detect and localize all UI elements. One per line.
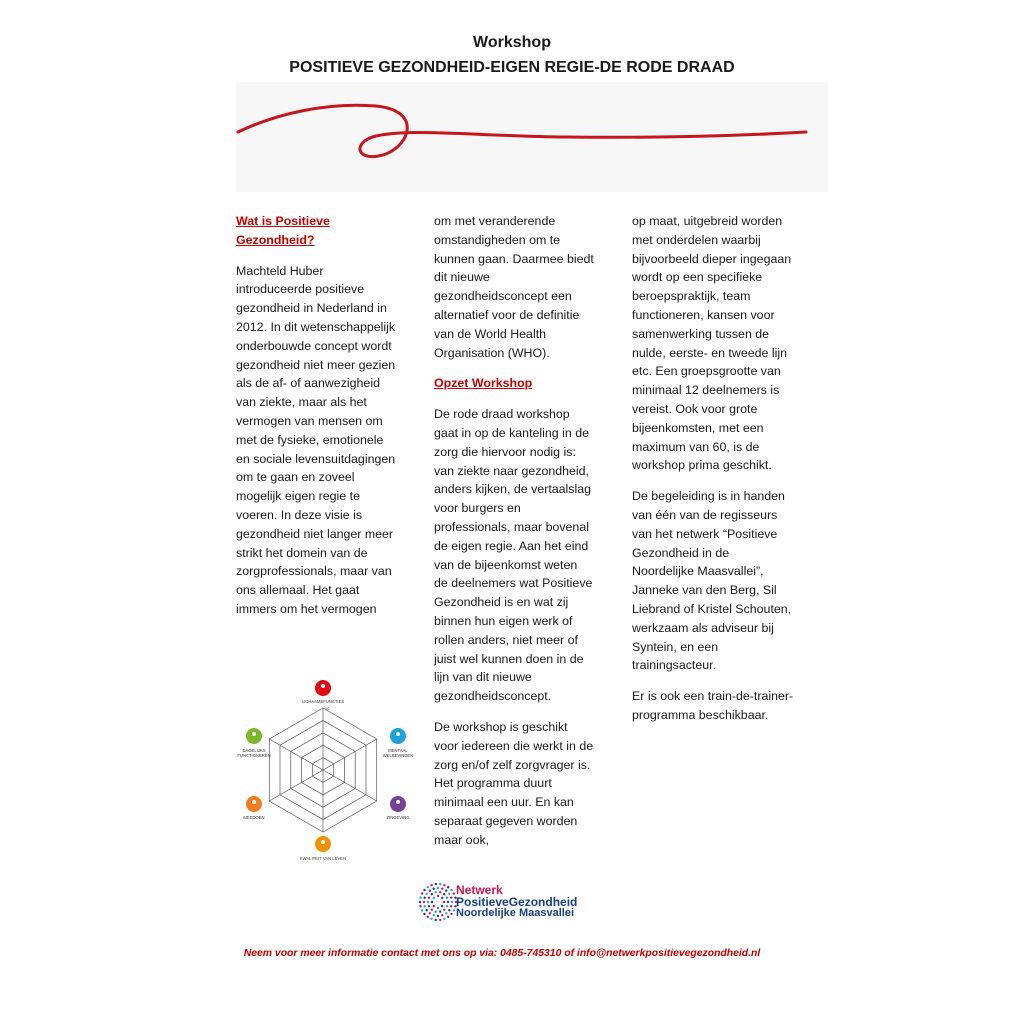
spiderweb-diagram: [226, 672, 420, 868]
logo-dot: [448, 893, 450, 895]
dimension-label: WELBEVINDEN: [382, 753, 414, 758]
logo-dot: [439, 911, 441, 913]
logo-dot: [437, 907, 439, 909]
logo-dot: [419, 897, 421, 899]
heading-what-is: Wat is Positieve Gezondheid?: [236, 214, 330, 247]
logo-dot: [450, 889, 452, 891]
spiderweb-spoke: [269, 770, 323, 801]
red-thread-image: [236, 82, 828, 192]
logo-dot: [428, 905, 430, 907]
paragraph-train-the-trainer: Er is ook een train-de-trainer-programma beschikbaar.: [632, 689, 794, 722]
paragraph-guidance: De begeleiding is in handen van één van de regisseurs van het netwerk “Positieve Gezondheid in de Noordelijke Maasvallei”, Janneke van den Berg, Sil Liebrand of Kristel Schouten, werkzaam als adviseur bij Syntein, en een trainingsacteur.: [632, 489, 792, 673]
logo-dot: [433, 905, 435, 907]
paragraph-intro: Machteld Huber introduceerde positieve gezondheid in Nederland in 2012. In dit wetenschappelijk onderbouwde concept wordt gezondheid niet meer gezien als de af- of aanwezigheid van ziekte, maar als het vermogen van mensen om met de fysieke, emotionele en sociale levensuitdagingen om te gaan en zoveel mogelijk eigen regie te voeren. In deze visie is gezondheid niet langer meer strikt het domein van de zorgprofessionals, maar van ons allemaal. Het gaat immers om het vermogen: [236, 263, 396, 616]
logo-dot: [435, 919, 437, 921]
logo-dot: [423, 889, 425, 891]
logo-dot: [421, 892, 423, 894]
page-subtitle: POSITIEVE GEZONDHEID-EIGEN REGIE-DE RODE DRAAD: [289, 59, 735, 76]
logo-dot: [445, 890, 447, 892]
logo-dot: [439, 919, 441, 921]
spiderweb-spoke: [269, 739, 323, 770]
sun-icon-glyph: [396, 800, 400, 804]
logo-dot: [443, 909, 445, 911]
red-thread-banner: [236, 82, 828, 192]
dimension-label: KWALITEIT VAN LEVEN: [299, 856, 347, 861]
logo-dot: [439, 883, 441, 885]
dimension-label: FUNCTIONEREN: [237, 753, 271, 758]
logo-dot: [428, 897, 430, 899]
logo-dot: [447, 916, 449, 918]
logo-dot: [429, 912, 431, 914]
logo-dot: [437, 887, 439, 889]
logo-dot: [426, 893, 428, 895]
logo-dot: [447, 886, 449, 888]
logo-dot: [453, 892, 455, 894]
column-3: [632, 212, 794, 737]
network-logo: [418, 880, 598, 924]
logo-dot: [441, 905, 443, 907]
person-icon-glyph: [321, 684, 325, 688]
logo-dot: [445, 912, 447, 914]
logo-dot: [435, 891, 437, 893]
paragraph-setup: De rode draad workshop gaat in op de kanteling in de zorg die hiervoor nodig is: van ziekte naar gezondheid, anders kijken, de vertaalslag voor burgers en professionals, maar bovenal de eigen regie. Aan het eind van de bijeenkomst weten de deelnemers wat Positieve Gezondheid is en wat zij binnen hun eigen werk of rollen anders, niet meer of juist wel kunnen doen in de lijn van dit nieuwe gezondheidsconcept.: [434, 407, 593, 704]
logo-dot: [443, 884, 445, 886]
scale-max-label: 10: [325, 706, 330, 711]
logo-dot: [430, 884, 432, 886]
paragraph-custom: op maat, uitgebreid worden met onderdelen waarbij bijvoorbeeld dieper ingegaan wordt op een specifieke beroepspraktijk, team functioneren, kansen voor samenwerking tussen de nulde, eerste- en tweede lijn etc. Een groepsgrootte van minimaal 12 deelnemers is vereist. Ook voor grote bijeenkomsten, met een maximum van 60, is de workshop prima geschikt.: [632, 214, 792, 473]
logo-dots-icon: [418, 882, 458, 922]
logo-dot: [431, 893, 433, 895]
column-1: [236, 212, 396, 631]
dimension-label: DAGELIJKS: [242, 748, 266, 753]
logo-dot: [419, 901, 421, 903]
dimension-label: MENTAAL: [388, 748, 408, 753]
spiderweb-spoke: [323, 739, 377, 770]
logo-dot: [435, 883, 437, 885]
logo-dot: [441, 897, 443, 899]
logo-dot: [437, 895, 439, 897]
logo-dot: [446, 897, 448, 899]
heart-icon-glyph: [321, 840, 325, 844]
logo-dot: [424, 905, 426, 907]
logo-dot: [451, 901, 453, 903]
contact-footer: Neem voor meer informatie contact met ons op via: 0485-745310 of info@netwerkpositievegezondheid.nl: [243, 948, 761, 959]
logo-dot: [437, 915, 439, 917]
logo-dot: [433, 914, 435, 916]
logo-line-3: Noordelijke Maasvallei: [456, 907, 574, 919]
logo-dot: [426, 909, 428, 911]
logo-dot: [439, 891, 441, 893]
logo-dot: [427, 886, 429, 888]
calendar-icon-glyph: [252, 732, 256, 736]
logo-dot: [427, 916, 429, 918]
positive-health-spiderweb: [226, 672, 420, 868]
logo-dot: [441, 914, 443, 916]
logo-dot: [423, 913, 425, 915]
logo-dot: [446, 905, 448, 907]
logo-dot: [443, 918, 445, 920]
logo-dot: [450, 913, 452, 915]
logo-dot: [431, 909, 433, 911]
logo-dot: [419, 905, 421, 907]
head-icon-glyph: [396, 732, 400, 736]
logo-dot: [424, 897, 426, 899]
logo-dot: [423, 901, 425, 903]
logo-dot: [450, 897, 452, 899]
dimension-label: LICHAAMSFUNCTIES: [301, 699, 345, 704]
logo-dot: [441, 888, 443, 890]
logo-dot: [427, 901, 429, 903]
logo-dot: [433, 888, 435, 890]
dimension-label: ZINGEVING: [386, 815, 410, 820]
logo-dot: [433, 897, 435, 899]
logo-dot: [447, 901, 449, 903]
dimension-label: MEEDOEN: [243, 815, 265, 820]
paragraph-audience: De workshop is geschikt voor iedereen die werkt in de zorg en/of zelf zorgvrager is. Het programma duurt minimaal een uur. En kan separaat gegeven worden maar ook,: [434, 719, 594, 847]
logo-dot: [443, 893, 445, 895]
paragraph-continuation: om met veranderende omstandigheden om te kunnen gaan. Daarmee biedt dit nieuwe gezondheidsconcept een alternatief voor de definitie van de World Health Organisation (WHO).: [434, 214, 594, 360]
logo-line-1: Netwerk: [456, 883, 503, 897]
logo-dot: [421, 909, 423, 911]
logo-dot: [430, 918, 432, 920]
logo-dot: [431, 901, 433, 903]
logo-dot: [448, 909, 450, 911]
spiderweb-spoke: [323, 770, 377, 801]
logo-dot: [450, 905, 452, 907]
heading-setup: Opzet Workshop: [434, 376, 533, 391]
page-title: Workshop: [473, 34, 551, 51]
logo-dot: [429, 890, 431, 892]
logo-dot: [435, 911, 437, 913]
column-2: [434, 212, 594, 862]
logo-dot: [443, 901, 445, 903]
logo-line-2: PositieveGezondheid: [456, 895, 578, 909]
figure-icon-glyph: [252, 800, 256, 804]
logo-dot: [453, 909, 455, 911]
